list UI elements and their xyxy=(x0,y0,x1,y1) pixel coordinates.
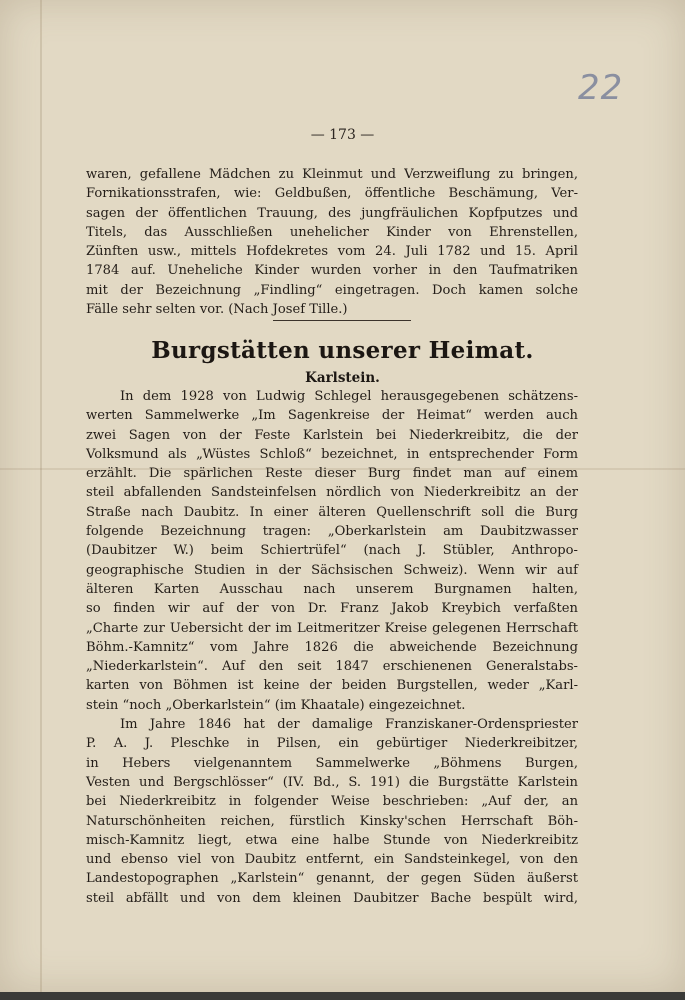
text-line: misch-Kamnitz liegt, etwa eine halbe Stunde von Niederkreibitz xyxy=(86,832,578,848)
text-line: „Charte zur Uebersicht der im Leitmeritzer Kreise gelegenen Herrschaft xyxy=(86,620,578,636)
text-line: In dem 1928 von Ludwig Schlegel herausgegebenen schätzens- xyxy=(120,389,578,404)
text-line: karten von Böhmen ist keine der beiden Burgstellen, weder „Karl- xyxy=(86,678,578,694)
text-line: Volksmund als „Wüstes Schloß“ bezeichnet, in entsprechender Form xyxy=(86,446,578,462)
text-line: Zünften usw., mittels Hofdekretes vom 24. Juli 1782 und 15. April xyxy=(86,244,578,260)
text-line: Naturschönheiten reichen, fürstlich Kinsky'schen Herrschaft Böh- xyxy=(86,813,578,829)
text-line: folgende Bezeichnung tragen: „Oberkarlstein am Daubitzwasser xyxy=(86,524,578,540)
text-line: älteren Karten Ausschau nach unserem Burgnamen halten, xyxy=(86,581,578,597)
article-body xyxy=(86,387,578,908)
text-line: mit der Bezeichnung „Findling“ eingetragen. Doch kamen solche xyxy=(86,282,578,298)
text-line: und ebenso viel von Daubitz entfernt, ein Sandsteinkegel, von den xyxy=(86,852,578,868)
article-subtitle: Karlstein. xyxy=(305,370,380,386)
text-line: zwei Sagen von der Feste Karlstein bei Niederkreibitz, die der xyxy=(86,427,578,443)
text-line: Im Jahre 1846 hat der damalige Franziskaner-Ordenspriester xyxy=(120,717,578,733)
text-line: steil abfallenden Sandsteinfelsen nördlich von Niederkreibitz an der xyxy=(86,485,578,501)
text-line: werten Sammelwerke „Im Sagenkreise der Heimat“ werden auch xyxy=(86,408,578,424)
text-line: Titels, das Ausschließen unehelicher Kinder von Ehrenstellen, xyxy=(86,224,578,240)
text-line: Fälle sehr selten vor. (Nach Josef Tille.) xyxy=(86,302,348,318)
article-title: Burgstätten unserer Heimat. xyxy=(151,337,534,364)
text-line: Landestopographen „Karlstein“ genannt, der gegen Süden äußerst xyxy=(86,871,578,887)
text-line: in Hebers vielgenanntem Sammelwerke „Böhmens Burgen, xyxy=(86,755,578,771)
text-line: steil abfällt und von dem kleinen Daubitzer Bache bespült wird, xyxy=(86,890,578,906)
page-number: — 173 — xyxy=(310,127,375,143)
text-line: geographische Studien in der Sächsischen Schweiz). Wenn wir auf xyxy=(86,562,578,578)
text-line: sagen der öffentlichen Trauung, des jungfräulichen Kopfputzes und xyxy=(86,205,578,221)
text-line: bei Niederkreibitz in folgender Weise beschrieben: „Auf der, an xyxy=(86,794,578,810)
paper-fold-vertical xyxy=(40,0,42,992)
intro-paragraph xyxy=(86,165,578,319)
text-line: so finden wir auf der von Dr. Franz Jakob Kreybich verfaßten xyxy=(86,601,578,617)
handwritten-archive-number: 22 xyxy=(578,68,624,108)
text-line: (Daubitzer W.) beim Schiertrüfel“ (nach J. Stübler, Anthropo- xyxy=(86,543,578,559)
text-line: Vesten und Bergschlösser“ (IV. Bd., S. 191) die Burgstätte Karlstein xyxy=(86,774,578,790)
section-divider xyxy=(273,320,411,321)
text-line: „Niederkarlstein“. Auf den seit 1847 erschienenen Generalstabs- xyxy=(86,659,578,675)
text-line: Fornikationsstrafen, wie: Geldbußen, öffentliche Beschämung, Ver- xyxy=(86,186,578,202)
text-line: erzählt. Die spärlichen Reste dieser Burg findet man auf einem xyxy=(86,466,578,482)
text-line: stein “noch „Oberkarlstein“ (im Khaatale) eingezeichnet. xyxy=(86,697,466,713)
text-line: Böhm.-Kamnitz“ vom Jahre 1826 die abweichende Bezeichnung xyxy=(86,639,578,655)
text-line: Straße nach Daubitz. In einer älteren Quellenschrift soll die Burg xyxy=(86,504,578,520)
text-line: 1784 auf. Uneheliche Kinder wurden vorher in den Taufmatriken xyxy=(86,263,578,279)
text-line: waren, gefallene Mädchen zu Kleinmut und Verzweiflung zu bringen, xyxy=(86,167,578,182)
text-line: P. A. J. Pleschke in Pilsen, ein gebürtiger Niederkreibitzer, xyxy=(86,736,578,752)
